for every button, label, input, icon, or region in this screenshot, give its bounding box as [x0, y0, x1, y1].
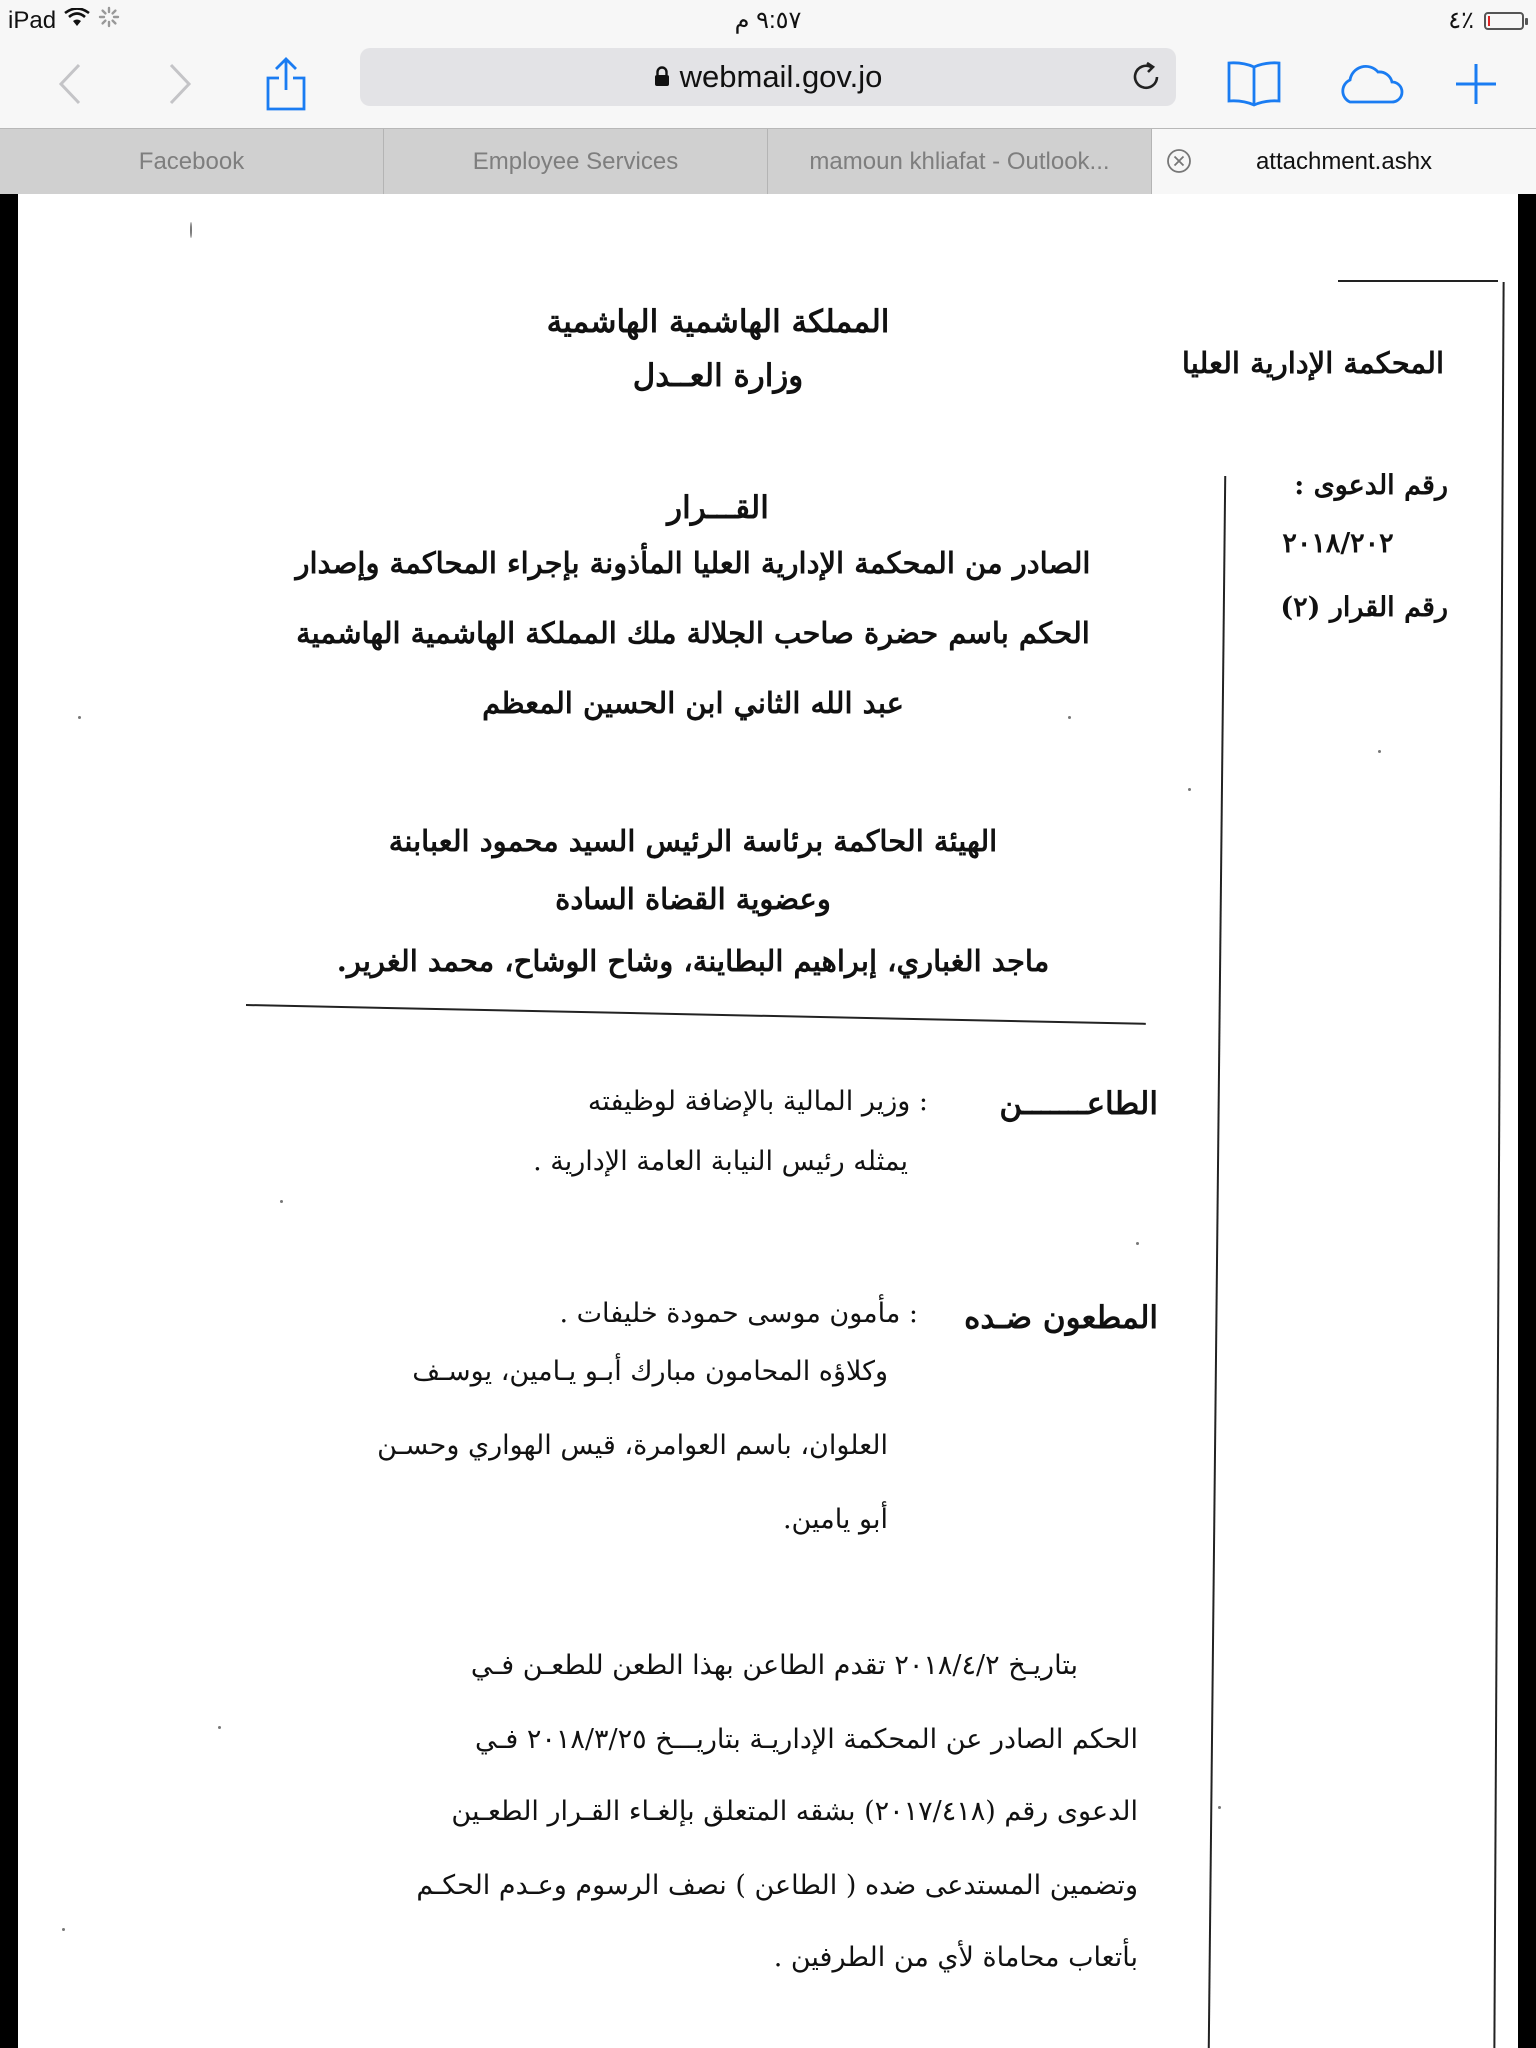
- new-tab-icon: [1454, 62, 1498, 106]
- back-button[interactable]: [40, 54, 100, 114]
- scan-speck: [1136, 1242, 1139, 1245]
- scan-speck: [190, 222, 192, 238]
- respondent-text: وكلاؤه المحامون مبارك أبـو يـامين، يوسـف: [412, 1356, 888, 1387]
- appellant-text: يمثله رئيس النيابة العامة الإدارية .: [533, 1146, 908, 1177]
- body-line: الدعوى رقم (٢٠١٧/٤١٨) بشقه المتعلق بإلغـاء القـرار الطعـين: [451, 1796, 1138, 1827]
- forward-icon: [165, 62, 195, 106]
- header-divider: [246, 1004, 1146, 1025]
- panel-line: وعضوية القضاة السادة: [555, 882, 831, 916]
- reload-button[interactable]: [1126, 57, 1166, 97]
- bookmarks-button[interactable]: [1224, 54, 1284, 114]
- back-icon: [55, 62, 85, 106]
- case-number: ٢٠١٨/٢٠٢: [1282, 528, 1394, 559]
- court-name: المحكمة الإدارية العليا: [1181, 346, 1445, 380]
- new-tab-button[interactable]: [1446, 54, 1506, 114]
- decision-number: رقم القرار (٢): [1280, 592, 1448, 623]
- cloud-tabs-icon: [1334, 62, 1406, 106]
- battery-percent: ٤٪: [1448, 7, 1474, 34]
- device-name: iPad: [8, 6, 57, 34]
- body-line: الحكم الصادر عن المحكمة الإداريـة بتاريـــخ ٢٠١٨/٣/٢٥ فـي: [475, 1724, 1138, 1755]
- scan-speck: [62, 1928, 65, 1931]
- scan-edge-line: [1493, 282, 1504, 2048]
- lock-icon: [654, 59, 670, 95]
- document-page: [18, 194, 1518, 2048]
- scan-speck: [280, 1200, 283, 1203]
- scan-speck: [78, 716, 81, 719]
- clock: ٩:٥٧ م: [734, 7, 802, 34]
- tab-label: attachment.ashx: [1255, 147, 1433, 175]
- body-line: بتاريـخ ٢٠١٨/٤/٢ تقدم الطاعن بهذا الطعن للطعـن فـي: [470, 1650, 1078, 1681]
- battery-icon: [1484, 12, 1524, 30]
- margin-line: [1208, 476, 1226, 2048]
- issued-line: عبد الله الثاني ابن الحسين المعظم: [482, 686, 904, 720]
- issued-line: الصادر من المحكمة الإدارية العليا المأذونة بإجراء المحاكمة وإصدار: [295, 546, 1091, 580]
- forward-button[interactable]: [150, 54, 210, 114]
- tab-label: Employee Services: [472, 147, 679, 175]
- case-number-label: رقم الدعوى :: [1294, 470, 1448, 501]
- panel-judges: ماجد الغباري، إبراهيم البطاينة، وشاح الوشاح، محمد الغرير.: [336, 944, 1050, 978]
- scan-speck: [1218, 1806, 1221, 1809]
- appellant-label: الطاعـــــــن: [999, 1086, 1158, 1122]
- body-line: وتضمين المستدعى ضده ( الطاعن ) نصف الرسوم وعـدم الحكـم: [416, 1870, 1138, 1901]
- tab-bar: [0, 128, 1536, 194]
- share-button[interactable]: [256, 54, 316, 114]
- battery-level: [1488, 16, 1490, 26]
- tab-label: mamoun khliafat - Outlook...: [809, 147, 1110, 175]
- respondent-label: المطعون ضـده: [964, 1300, 1158, 1336]
- respondent-text: : مأمون موسى حمودة خليفات .: [559, 1298, 918, 1329]
- share-icon: [264, 56, 308, 112]
- tab-attachment[interactable]: [1152, 129, 1536, 194]
- issued-line: الحكم باسم حضرة صاحب الجلالة ملك المملكة الهاشمية الهاشمية: [296, 616, 1090, 650]
- tab-label: Facebook: [138, 147, 245, 175]
- tab-facebook[interactable]: [0, 129, 384, 194]
- ministry-heading: وزارة العــدل: [632, 358, 804, 394]
- panel-line: الهيئة الحاكمة برئاسة الرئيس السيد محمود العبابنة: [388, 824, 998, 858]
- tab-outlook[interactable]: [768, 129, 1152, 194]
- close-tab-button[interactable]: [1166, 148, 1192, 174]
- decision-title: القـــرار: [667, 490, 769, 526]
- address-bar[interactable]: [360, 48, 1176, 106]
- scan-speck: [1188, 788, 1191, 791]
- kingdom-heading: المملكة الهاشمية الهاشمية: [546, 304, 890, 340]
- respondent-text: أبو يامين.: [782, 1504, 888, 1535]
- scan-line: [1338, 280, 1498, 282]
- tab-employee-services[interactable]: [384, 129, 768, 194]
- respondent-text: العلوان، باسم العوامرة، قيس الهواري وحسـن: [377, 1430, 888, 1461]
- url-text: webmail.gov.jo: [679, 59, 883, 94]
- appellant-text: : وزير المالية بالإضافة لوظيفته: [587, 1086, 928, 1117]
- close-icon: [1166, 148, 1192, 174]
- browser-toolbar: [0, 44, 1536, 128]
- scan-speck: [1378, 750, 1381, 753]
- status-bar: [0, 0, 1536, 44]
- bookmarks-icon: [1225, 59, 1283, 109]
- reload-icon: [1130, 61, 1162, 93]
- cloud-tabs-button[interactable]: [1330, 54, 1410, 114]
- body-line: بأتعاب محاماة لأي من الطرفين .: [773, 1942, 1138, 1973]
